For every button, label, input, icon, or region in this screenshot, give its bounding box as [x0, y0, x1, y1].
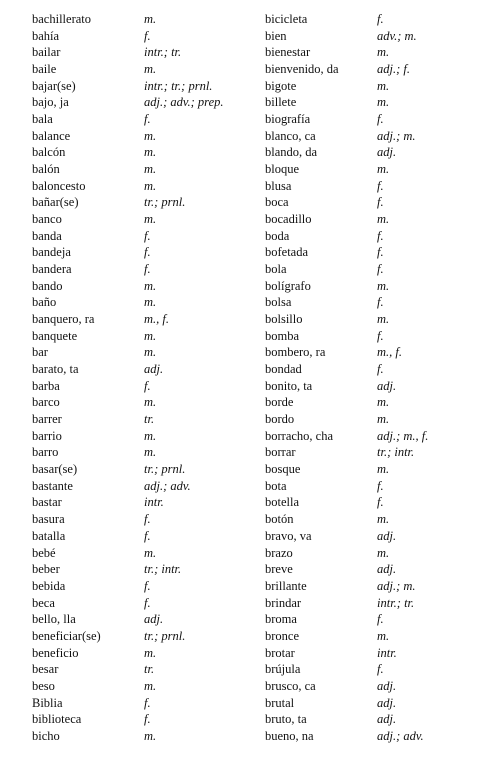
entry-word: bando — [32, 278, 63, 293]
entry-word: Biblia — [32, 695, 63, 710]
entry-word: bonito, ta — [265, 378, 313, 393]
entry-word: brutal — [265, 695, 295, 710]
entry-grammar-category: m. — [377, 162, 390, 177]
entry-row — [265, 678, 490, 695]
entry-row — [32, 511, 257, 528]
entry-word: batalla — [32, 528, 66, 543]
entry-grammar-category: adj. — [144, 362, 164, 377]
entry-grammar-category: m. — [377, 212, 390, 227]
entry-word: banquete — [32, 328, 78, 343]
entry-row — [265, 428, 490, 445]
entry-row — [32, 178, 257, 195]
entry-grammar-category: m. — [144, 728, 157, 743]
entry-row — [265, 695, 490, 712]
entry-word: borde — [265, 395, 294, 410]
entry-word: blanco, ca — [265, 128, 316, 143]
entry-grammar-category: tr.; prnl. — [144, 628, 186, 643]
entry-grammar-category: m. — [144, 428, 157, 443]
entry-grammar-category: tr.; prnl. — [144, 462, 186, 477]
entry-word: blusa — [265, 178, 292, 193]
entry-grammar-category: f. — [144, 228, 151, 243]
entry-word: bomba — [265, 328, 300, 343]
entry-row — [32, 94, 257, 111]
entry-row — [32, 28, 257, 45]
entry-grammar-category: m. — [144, 395, 157, 410]
entry-row — [265, 461, 490, 478]
entry-grammar-category: adj.; f. — [377, 62, 410, 77]
entry-word: billete — [265, 95, 297, 110]
entry-row — [265, 394, 490, 411]
entry-row — [32, 344, 257, 361]
entry-row — [265, 728, 490, 745]
entry-row — [265, 94, 490, 111]
entry-grammar-category: f. — [144, 112, 151, 127]
entry-row — [265, 78, 490, 95]
entry-grammar-category: m. — [144, 645, 157, 660]
entry-row — [32, 211, 257, 228]
entry-grammar-category: adj.; adv.; prep. — [144, 95, 224, 110]
entry-row — [265, 645, 490, 662]
entry-grammar-category: f. — [144, 378, 151, 393]
entry-grammar-category: f. — [377, 362, 384, 377]
entry-row — [265, 44, 490, 61]
entry-row — [32, 578, 257, 595]
entry-word: borracho, cha — [265, 428, 334, 443]
entry-row — [32, 461, 257, 478]
entry-grammar-category: f. — [377, 478, 384, 493]
entry-word: bolsillo — [265, 312, 303, 327]
entry-row — [265, 378, 490, 395]
entry-grammar-category: m. — [144, 12, 157, 26]
entry-row — [265, 228, 490, 245]
entry-row — [265, 211, 490, 228]
entry-row — [32, 361, 257, 378]
entry-row — [32, 478, 257, 495]
entry-grammar-category: adj.; adv. — [377, 728, 424, 743]
entry-row — [265, 261, 490, 278]
entry-row — [265, 444, 490, 461]
entry-grammar-category: m., f. — [144, 312, 169, 327]
entry-row — [265, 661, 490, 678]
entry-word: balance — [32, 128, 71, 143]
entry-row — [265, 411, 490, 428]
entry-grammar-category: m. — [377, 462, 390, 477]
entry-row — [32, 294, 257, 311]
entry-grammar-category: m. — [377, 545, 390, 560]
entry-grammar-category: m., f. — [377, 345, 402, 360]
entry-word: bola — [265, 262, 287, 277]
entry-word: brazo — [265, 545, 293, 560]
entry-grammar-category: m. — [144, 678, 157, 693]
entry-word: banquero, ra — [32, 312, 95, 327]
entry-row — [32, 394, 257, 411]
entry-word: brusco, ca — [265, 678, 316, 693]
entry-word: bicicleta — [265, 12, 308, 26]
entry-grammar-category: adj.; adv. — [144, 478, 191, 493]
entry-row — [265, 311, 490, 328]
entry-grammar-category: m. — [144, 162, 157, 177]
entry-grammar-category: m. — [144, 278, 157, 293]
entry-grammar-category: f. — [377, 262, 384, 277]
entry-word: beso — [32, 678, 55, 693]
entry-row — [265, 111, 490, 128]
entry-row — [32, 378, 257, 395]
entry-word: bordo — [265, 412, 295, 427]
entry-word: biblioteca — [32, 712, 82, 727]
entry-word: bosque — [265, 462, 301, 477]
entry-row — [265, 578, 490, 595]
entry-word: brillante — [265, 578, 307, 593]
entry-grammar-category: f. — [144, 578, 151, 593]
entry-grammar-category: adv.; m. — [377, 28, 417, 43]
entry-row — [265, 144, 490, 161]
entry-grammar-category: m. — [144, 445, 157, 460]
entry-grammar-category: f. — [144, 695, 151, 710]
entry-word: bolsa — [265, 295, 292, 310]
entry-row — [32, 311, 257, 328]
entry-row — [32, 528, 257, 545]
entry-grammar-category: m. — [144, 212, 157, 227]
entry-grammar-category: adj. — [144, 612, 164, 627]
entry-row — [265, 511, 490, 528]
entry-word: broma — [265, 612, 297, 627]
entry-word: boca — [265, 195, 289, 210]
entry-grammar-category: m. — [377, 412, 390, 427]
entry-row — [265, 561, 490, 578]
entry-grammar-category: m. — [144, 62, 157, 77]
entry-grammar-category: f. — [377, 295, 384, 310]
entry-grammar-category: adj. — [377, 378, 397, 393]
entry-row — [32, 695, 257, 712]
entry-row — [32, 628, 257, 645]
entry-word: besar — [32, 662, 59, 677]
entry-row — [32, 328, 257, 345]
entry-grammar-category: tr.; intr. — [377, 445, 415, 460]
entry-word: bien — [265, 28, 287, 43]
entry-word: boda — [265, 228, 290, 243]
entry-grammar-category: f. — [377, 328, 384, 343]
entry-row — [265, 545, 490, 562]
entry-row — [32, 161, 257, 178]
entry-row — [32, 611, 257, 628]
entry-word: bronce — [265, 628, 300, 643]
entry-row — [32, 411, 257, 428]
entry-word: botella — [265, 495, 300, 510]
entry-word: beneficiar(se) — [32, 628, 101, 643]
entry-word: borrar — [265, 445, 296, 460]
entry-row — [265, 595, 490, 612]
entry-grammar-category: m. — [144, 328, 157, 343]
entry-row — [32, 561, 257, 578]
entry-row — [32, 244, 257, 261]
entry-grammar-category: m. — [377, 95, 390, 110]
entry-grammar-category: f. — [144, 28, 151, 43]
entry-grammar-category: f. — [377, 495, 384, 510]
entry-row — [32, 44, 257, 61]
entry-row — [32, 728, 257, 745]
entry-row — [32, 111, 257, 128]
entry-row — [265, 61, 490, 78]
entry-row — [32, 78, 257, 95]
entry-row — [265, 328, 490, 345]
entry-grammar-category: m. — [377, 45, 390, 60]
entry-grammar-category: adj. — [377, 712, 397, 727]
entry-grammar-category: f. — [377, 178, 384, 193]
entry-grammar-category: m. — [144, 128, 157, 143]
entry-grammar-category: adj. — [377, 678, 397, 693]
entry-grammar-category: m. — [377, 512, 390, 527]
entry-row — [265, 161, 490, 178]
entry-grammar-category: f. — [377, 612, 384, 627]
entry-word: bala — [32, 112, 53, 127]
entry-grammar-category: f. — [377, 12, 384, 26]
entry-word: banco — [32, 212, 62, 227]
entry-word: baloncesto — [32, 178, 86, 193]
entry-grammar-category: adj. — [377, 528, 397, 543]
entry-word: bajar(se) — [32, 78, 76, 93]
entry-word: bombero, ra — [265, 345, 326, 360]
entry-word: bota — [265, 478, 287, 493]
entry-row — [32, 444, 257, 461]
entry-grammar-category: f. — [377, 662, 384, 677]
entry-row — [32, 61, 257, 78]
entry-grammar-category: f. — [144, 595, 151, 610]
entry-grammar-category: intr.; tr. — [144, 45, 182, 60]
entry-row — [32, 645, 257, 662]
entry-word: bienvenido, da — [265, 62, 339, 77]
entry-word: bigote — [265, 78, 297, 93]
entry-grammar-category: m. — [144, 145, 157, 160]
entry-grammar-category: f. — [377, 228, 384, 243]
entry-grammar-category: m. — [144, 295, 157, 310]
entry-word: balón — [32, 162, 60, 177]
entry-grammar-category: m. — [377, 628, 390, 643]
entry-row — [265, 494, 490, 511]
entry-word: bondad — [265, 362, 302, 377]
entry-word: banda — [32, 228, 62, 243]
entry-row — [32, 494, 257, 511]
entry-grammar-category: f. — [144, 528, 151, 543]
entry-grammar-category: f. — [377, 245, 384, 260]
entry-word: basar(se) — [32, 462, 78, 477]
entry-row — [32, 595, 257, 612]
entry-grammar-category: f. — [377, 112, 384, 127]
entry-row — [32, 194, 257, 211]
entry-grammar-category: f. — [377, 195, 384, 210]
entry-row — [32, 228, 257, 245]
entry-row — [265, 294, 490, 311]
entry-word: bicho — [32, 728, 60, 743]
entry-row — [265, 528, 490, 545]
entry-row — [265, 611, 490, 628]
entry-word: bello, lla — [32, 612, 76, 627]
entry-word: bandera — [32, 262, 72, 277]
entry-word: barba — [32, 378, 60, 393]
entry-row — [265, 628, 490, 645]
entry-row — [265, 478, 490, 495]
entry-row — [32, 11, 257, 28]
entry-row — [32, 428, 257, 445]
entry-word: biografía — [265, 112, 311, 127]
entry-row — [265, 344, 490, 361]
entry-word: baile — [32, 62, 57, 77]
entry-row — [265, 28, 490, 45]
entry-grammar-category: intr. — [144, 495, 164, 510]
entry-word: brindar — [265, 595, 302, 610]
entry-row — [265, 11, 490, 28]
entry-grammar-category: tr. — [144, 412, 155, 427]
entry-grammar-category: intr. — [377, 645, 397, 660]
entry-word: botón — [265, 512, 294, 527]
entry-word: bailar — [32, 45, 61, 60]
entry-grammar-category: m. — [377, 78, 390, 93]
word-list-left-column — [32, 11, 257, 745]
entry-word: brújula — [265, 662, 301, 677]
entry-word: barrer — [32, 412, 62, 427]
entry-row — [265, 244, 490, 261]
entry-word: beneficio — [32, 645, 79, 660]
entry-row — [32, 261, 257, 278]
entry-word: barato, ta — [32, 362, 79, 377]
entry-row — [265, 711, 490, 728]
entry-row — [32, 661, 257, 678]
entry-row — [32, 711, 257, 728]
entry-grammar-category: m. — [377, 395, 390, 410]
entry-word: barco — [32, 395, 60, 410]
entry-grammar-category: f. — [144, 512, 151, 527]
entry-word: bar — [32, 345, 48, 360]
entry-word: blando, da — [265, 145, 318, 160]
entry-grammar-category: intr.; tr. — [377, 595, 415, 610]
entry-word: bahía — [32, 28, 60, 43]
entry-row — [265, 194, 490, 211]
entry-grammar-category: tr.; prnl. — [144, 195, 186, 210]
entry-word: bachillerato — [32, 12, 91, 26]
entry-grammar-category: adj. — [377, 562, 397, 577]
entry-grammar-category: adj.; m. — [377, 128, 416, 143]
entry-row — [32, 278, 257, 295]
entry-word: brotar — [265, 645, 295, 660]
entry-word: bocadillo — [265, 212, 312, 227]
entry-word: bebida — [32, 578, 66, 593]
entry-grammar-category: f. — [144, 262, 151, 277]
entry-row — [32, 545, 257, 562]
entry-row — [265, 128, 490, 145]
entry-word: bandeja — [32, 245, 71, 260]
entry-word: bebé — [32, 545, 56, 560]
entry-word: bastar — [32, 495, 62, 510]
entry-row — [32, 144, 257, 161]
entry-grammar-category: m. — [144, 178, 157, 193]
entry-word: balcón — [32, 145, 66, 160]
entry-word: baño — [32, 295, 57, 310]
entry-grammar-category: adj.; m. — [377, 578, 416, 593]
entry-word: bastante — [32, 478, 73, 493]
entry-word: bruto, ta — [265, 712, 307, 727]
entry-word: beber — [32, 562, 60, 577]
entry-grammar-category: m. — [144, 545, 157, 560]
entry-grammar-category: tr.; intr. — [144, 562, 182, 577]
entry-row — [265, 278, 490, 295]
entry-grammar-category: tr. — [144, 662, 155, 677]
entry-grammar-category: m. — [144, 345, 157, 360]
entry-word: bueno, na — [265, 728, 314, 743]
entry-grammar-category: intr.; tr.; prnl. — [144, 78, 213, 93]
entry-word: bajo, ja — [32, 95, 69, 110]
entry-grammar-category: adj.; m., f. — [377, 428, 429, 443]
word-list-right-column — [265, 11, 490, 745]
entry-word: bravo, va — [265, 528, 312, 543]
entry-word: breve — [265, 562, 293, 577]
entry-word: bañar(se) — [32, 195, 79, 210]
entry-grammar-category: adj. — [377, 695, 397, 710]
entry-word: bofetada — [265, 245, 309, 260]
entry-word: beca — [32, 595, 55, 610]
entry-row — [265, 178, 490, 195]
entry-grammar-category: f. — [144, 245, 151, 260]
entry-row — [32, 678, 257, 695]
entry-word: bloque — [265, 162, 300, 177]
entry-word: barrio — [32, 428, 62, 443]
entry-grammar-category: m. — [377, 312, 390, 327]
entry-grammar-category: f. — [144, 712, 151, 727]
entry-word: bolígrafo — [265, 278, 311, 293]
entry-row — [32, 128, 257, 145]
entry-row — [265, 361, 490, 378]
entry-word: basura — [32, 512, 65, 527]
entry-word: bienestar — [265, 45, 311, 60]
entry-grammar-category: m. — [377, 278, 390, 293]
entry-word: barro — [32, 445, 59, 460]
entry-grammar-category: adj. — [377, 145, 397, 160]
